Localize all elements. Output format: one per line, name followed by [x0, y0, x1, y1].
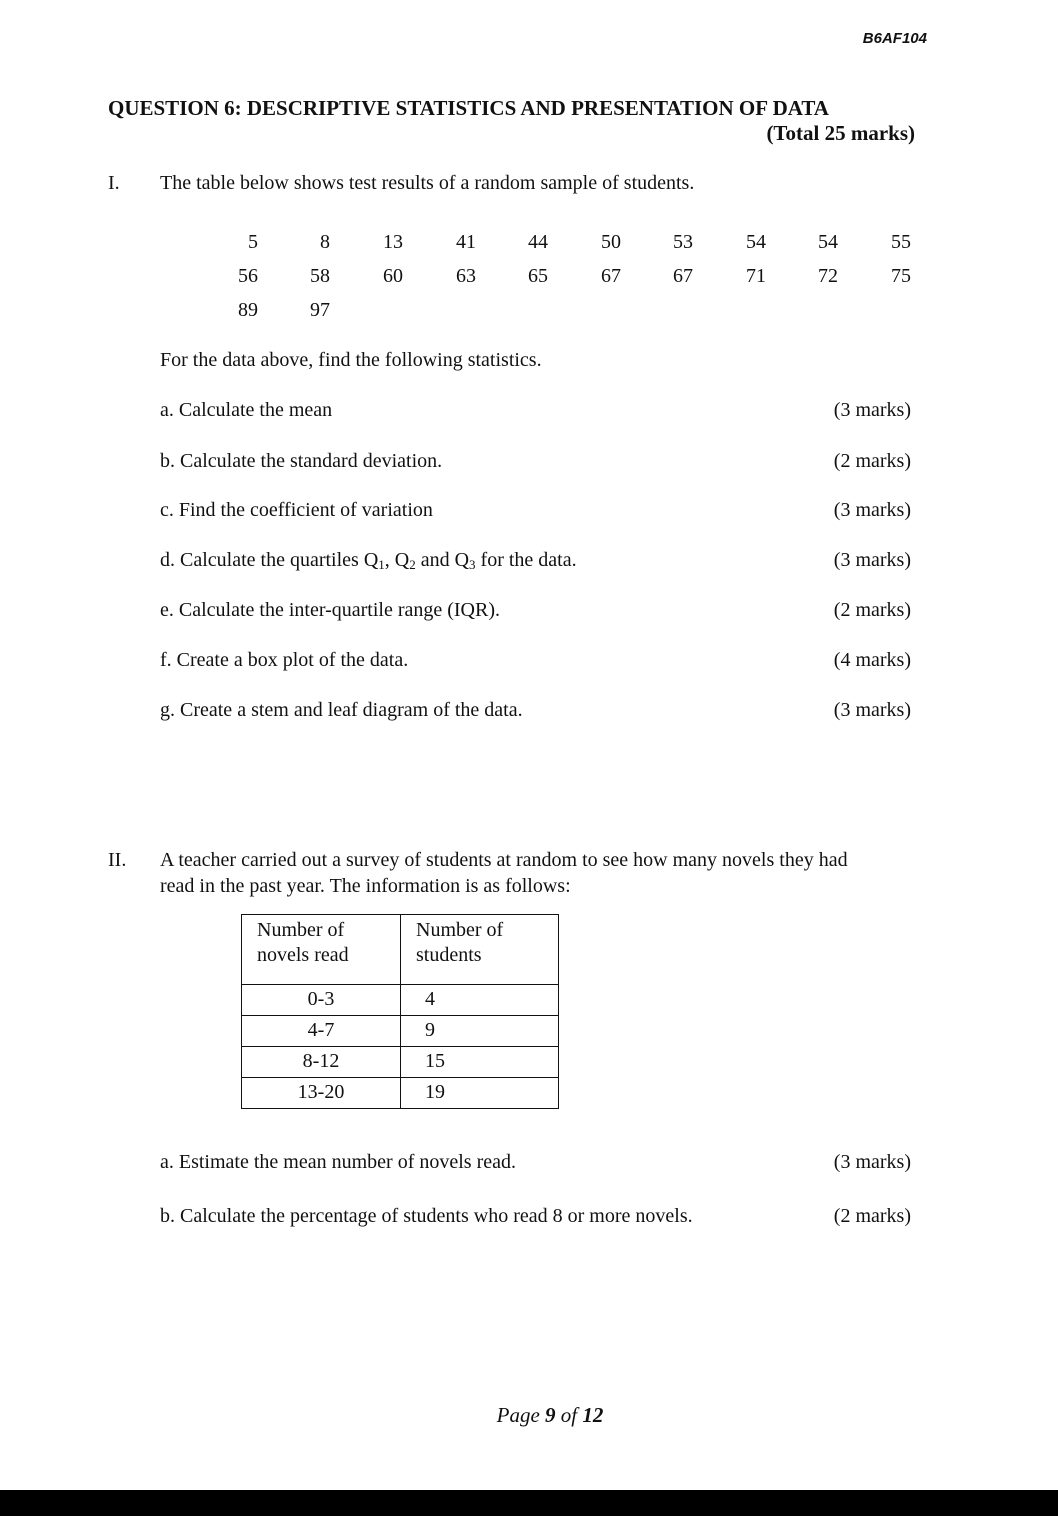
item-c-marks: (3 marks)	[833, 499, 911, 521]
question-item-d: d. Calculate the quartiles $Q_1$, $Q_2$ and $Q_3$ for the data.	[160, 549, 577, 572]
question-item-b: b. Calculate the standard deviation.	[160, 450, 443, 472]
data-value: 97	[310, 299, 330, 321]
data-value: 55	[891, 231, 911, 253]
page-number: Page 9 of 12	[496, 1403, 604, 1427]
data-value: 56	[238, 265, 258, 287]
data-value: 44	[528, 231, 548, 253]
data-value: 71	[746, 265, 766, 287]
question-total-marks: (Total 25 marks)	[766, 121, 915, 145]
data-value: 41	[456, 231, 476, 253]
question-item-e: e. Calculate the inter-quartile range (IQR).	[160, 599, 500, 621]
novels-frequency-table	[241, 914, 559, 1109]
section-1-intro: The table below shows test results of a random sample of students.	[160, 172, 695, 194]
table-cell: 15	[401, 1047, 559, 1078]
section-2-number: II.	[108, 849, 127, 871]
question-item-g: g. Create a stem and leaf diagram of the data.	[160, 699, 523, 721]
section-2-item-b: b. Calculate the percentage of students who read 8 or more novels.	[160, 1205, 693, 1227]
data-value: 75	[891, 265, 911, 287]
table-row	[242, 1016, 559, 1047]
bottom-black-bar	[0, 1490, 1058, 1516]
data-value: 89	[238, 299, 258, 321]
data-value: 67	[601, 265, 621, 287]
data-value: 8	[320, 231, 330, 253]
section-1-prompt: For the data above, find the following statistics.	[160, 349, 542, 371]
table-cell: 9	[401, 1016, 559, 1047]
item-b-marks: (2 marks)	[833, 450, 911, 472]
data-value: 60	[383, 265, 403, 287]
item-g-marks: (3 marks)	[833, 699, 911, 721]
data-value: 54	[818, 231, 838, 253]
question-item-f: f. Create a box plot of the data.	[160, 649, 409, 671]
table-row	[242, 985, 559, 1016]
data-value: 5	[248, 231, 258, 253]
document-code: B6AF104	[862, 30, 927, 47]
question-title: QUESTION 6: DESCRIPTIVE STATISTICS AND PRESENTATION OF DATA	[108, 96, 829, 120]
data-value: 65	[528, 265, 548, 287]
section-2-item-b-marks: (2 marks)	[833, 1205, 911, 1227]
section-2-item-a: a. Estimate the mean number of novels read.	[160, 1151, 516, 1173]
data-value: 54	[746, 231, 766, 253]
section-1-number: I.	[108, 172, 120, 194]
data-value: 53	[673, 231, 693, 253]
item-f-marks: (4 marks)	[833, 649, 911, 671]
item-e-marks: (2 marks)	[833, 599, 911, 621]
table-cell: 4	[401, 985, 559, 1016]
table-cell: 4-7	[242, 1016, 401, 1047]
table-row	[242, 1047, 559, 1078]
item-d-marks: (3 marks)	[833, 549, 911, 571]
table-cell: 8-12	[242, 1047, 401, 1078]
section-2-item-a-marks: (3 marks)	[833, 1151, 911, 1173]
table-cell: 13-20	[242, 1078, 401, 1109]
table-header-students: Number of students	[401, 915, 559, 985]
question-item-c: c. Find the coefficient of variation	[160, 499, 433, 521]
data-value: 13	[383, 231, 403, 253]
section-2-intro-line-2: read in the past year. The information is as follows:	[160, 875, 571, 897]
data-value: 63	[456, 265, 476, 287]
data-value: 67	[673, 265, 693, 287]
data-value: 58	[310, 265, 330, 287]
table-cell: 19	[401, 1078, 559, 1109]
data-value: 72	[818, 265, 838, 287]
question-item-a: a. Calculate the mean	[160, 399, 333, 421]
table-row	[242, 1078, 559, 1109]
table-cell: 0-3	[242, 985, 401, 1016]
table-header-novels: Number of novels read	[242, 915, 401, 985]
data-value: 50	[601, 231, 621, 253]
section-2-intro-line-1: A teacher carried out a survey of students at random to see how many novels they had	[160, 849, 848, 871]
item-a-marks: (3 marks)	[833, 399, 911, 421]
